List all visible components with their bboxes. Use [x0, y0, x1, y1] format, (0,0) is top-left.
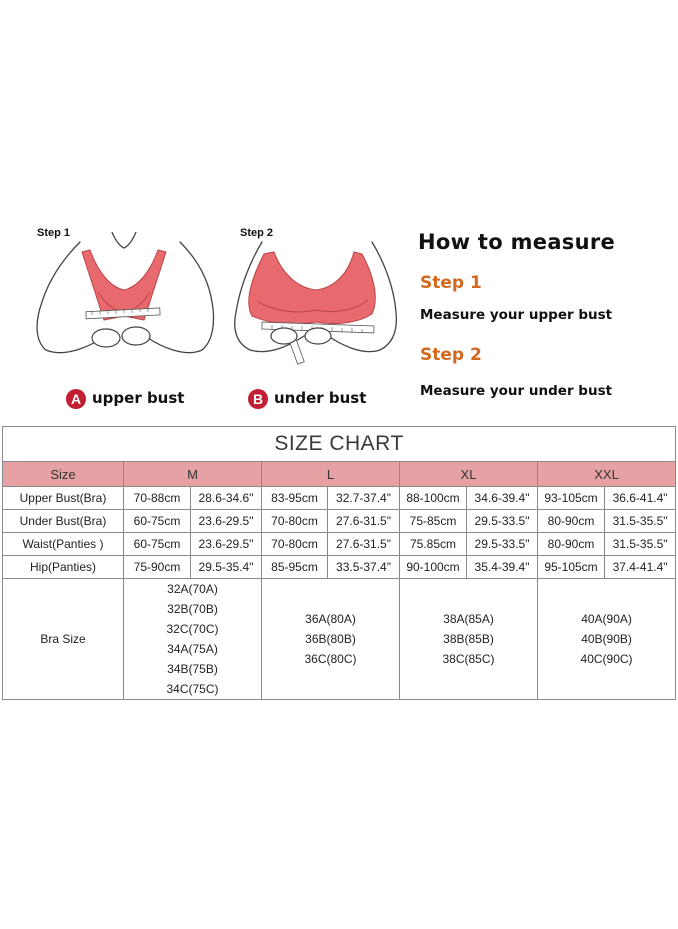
- size-chart-title-row: [3, 427, 676, 462]
- table-cell: 29.5-33.5": [467, 510, 538, 533]
- row-label: Under Bust(Bra): [3, 510, 124, 533]
- table-cell: 80-90cm: [538, 533, 605, 556]
- table-cell: 75-85cm: [400, 510, 467, 533]
- table-row-hip: [3, 556, 676, 579]
- table-cell: 35.4-39.4": [467, 556, 538, 579]
- step1-description: Measure your upper bust: [420, 307, 613, 323]
- size-m-header: M: [124, 462, 262, 487]
- table-cell: 27.6-31.5": [328, 533, 400, 556]
- table-row-waist: [3, 533, 676, 556]
- table-cell: 85-95cm: [262, 556, 328, 579]
- step2-label: Step 2: [240, 227, 274, 239]
- bra-size-value: 34A(75A): [167, 642, 218, 656]
- bra-size-value: 38C(85C): [442, 652, 495, 666]
- bra-size-value: 32C(70C): [166, 622, 219, 636]
- table-cell: 88-100cm: [400, 487, 467, 510]
- bra-size-m-cell: [124, 579, 262, 700]
- step1-label: Step 1: [37, 227, 71, 239]
- table-cell: 31.5-35.5": [605, 533, 676, 556]
- bra-size-xxl-cell: [538, 579, 676, 700]
- tape-measure: [86, 308, 160, 319]
- bra-size-value: 32A(70A): [167, 582, 218, 596]
- table-cell: 60-75cm: [124, 533, 191, 556]
- bra-size-value: 36A(80A): [305, 612, 356, 626]
- table-cell: 83-95cm: [262, 487, 328, 510]
- table-cell: 95-105cm: [538, 556, 605, 579]
- table-cell: 37.4-41.4": [605, 556, 676, 579]
- table-cell: 70-80cm: [262, 510, 328, 533]
- bra-size-l-cell: [262, 579, 400, 700]
- table-cell: 33.5-37.4": [328, 556, 400, 579]
- step2-description: Measure your under bust: [420, 383, 613, 399]
- table-cell: 70-88cm: [124, 487, 191, 510]
- row-label: Upper Bust(Bra): [3, 487, 124, 510]
- table-cell: 36.6-41.4": [605, 487, 676, 510]
- table-row-bra-size: [3, 579, 676, 700]
- table-cell: 93-105cm: [538, 487, 605, 510]
- table-cell: 31.5-35.5": [605, 510, 676, 533]
- under-bust-caption: under bust: [274, 389, 367, 407]
- bra-shape: [249, 252, 375, 324]
- bra-size-value: 40C(90C): [580, 652, 633, 666]
- row-label: Waist(Panties ): [3, 533, 124, 556]
- bra-size-value: 36B(80B): [305, 632, 356, 646]
- size-chart-title: SIZE CHART: [3, 427, 676, 462]
- size-l-header: L: [262, 462, 400, 487]
- table-cell: 34.6-39.4": [467, 487, 538, 510]
- bra-size-value: 34C(75C): [166, 682, 219, 696]
- table-cell: 27.6-31.5": [328, 510, 400, 533]
- table-cell: 28.6-34.6": [191, 487, 262, 510]
- bra-size-value: 38A(85A): [443, 612, 494, 626]
- size-chart-table: [2, 426, 676, 700]
- badge-b-icon: B: [248, 389, 268, 409]
- step1-heading: Step 1: [420, 273, 482, 293]
- table-cell: 23.6-29.5": [191, 533, 262, 556]
- table-cell: 32.7-37.4": [328, 487, 400, 510]
- badge-a-icon: A: [66, 389, 86, 409]
- table-row-under-bust: [3, 510, 676, 533]
- table-cell: 75-90cm: [124, 556, 191, 579]
- bra-size-xl-cell: [400, 579, 538, 700]
- bra-size-value: 38B(85B): [443, 632, 494, 646]
- under-bust-measure-illustration: [222, 232, 422, 382]
- table-cell: 23.6-29.5": [191, 510, 262, 533]
- row-label: Bra Size: [3, 579, 124, 700]
- size-xxl-header: XXL: [538, 462, 676, 487]
- table-cell: 29.5-33.5": [467, 533, 538, 556]
- table-cell: 90-100cm: [400, 556, 467, 579]
- size-xl-header: XL: [400, 462, 538, 487]
- table-cell: 70-80cm: [262, 533, 328, 556]
- bra-size-value: 40B(90B): [581, 632, 632, 646]
- step2-heading: Step 2: [420, 345, 482, 365]
- upper-bust-measure-illustration: [20, 232, 220, 382]
- bra-size-value: 34B(75B): [167, 662, 218, 676]
- table-cell: 60-75cm: [124, 510, 191, 533]
- bra-size-value: 36C(80C): [304, 652, 357, 666]
- size-header-row: [3, 462, 676, 487]
- table-cell: 29.5-35.4": [191, 556, 262, 579]
- size-label-cell: Size: [3, 462, 124, 487]
- bra-size-value: 40A(90A): [581, 612, 632, 626]
- table-cell: 80-90cm: [538, 510, 605, 533]
- bra-size-value: 32B(70B): [167, 602, 218, 616]
- table-row-upper-bust: [3, 487, 676, 510]
- upper-bust-caption: upper bust: [92, 389, 185, 407]
- how-to-measure-title: How to measure: [418, 230, 616, 254]
- table-cell: 75.85cm: [400, 533, 467, 556]
- row-label: Hip(Panties): [3, 556, 124, 579]
